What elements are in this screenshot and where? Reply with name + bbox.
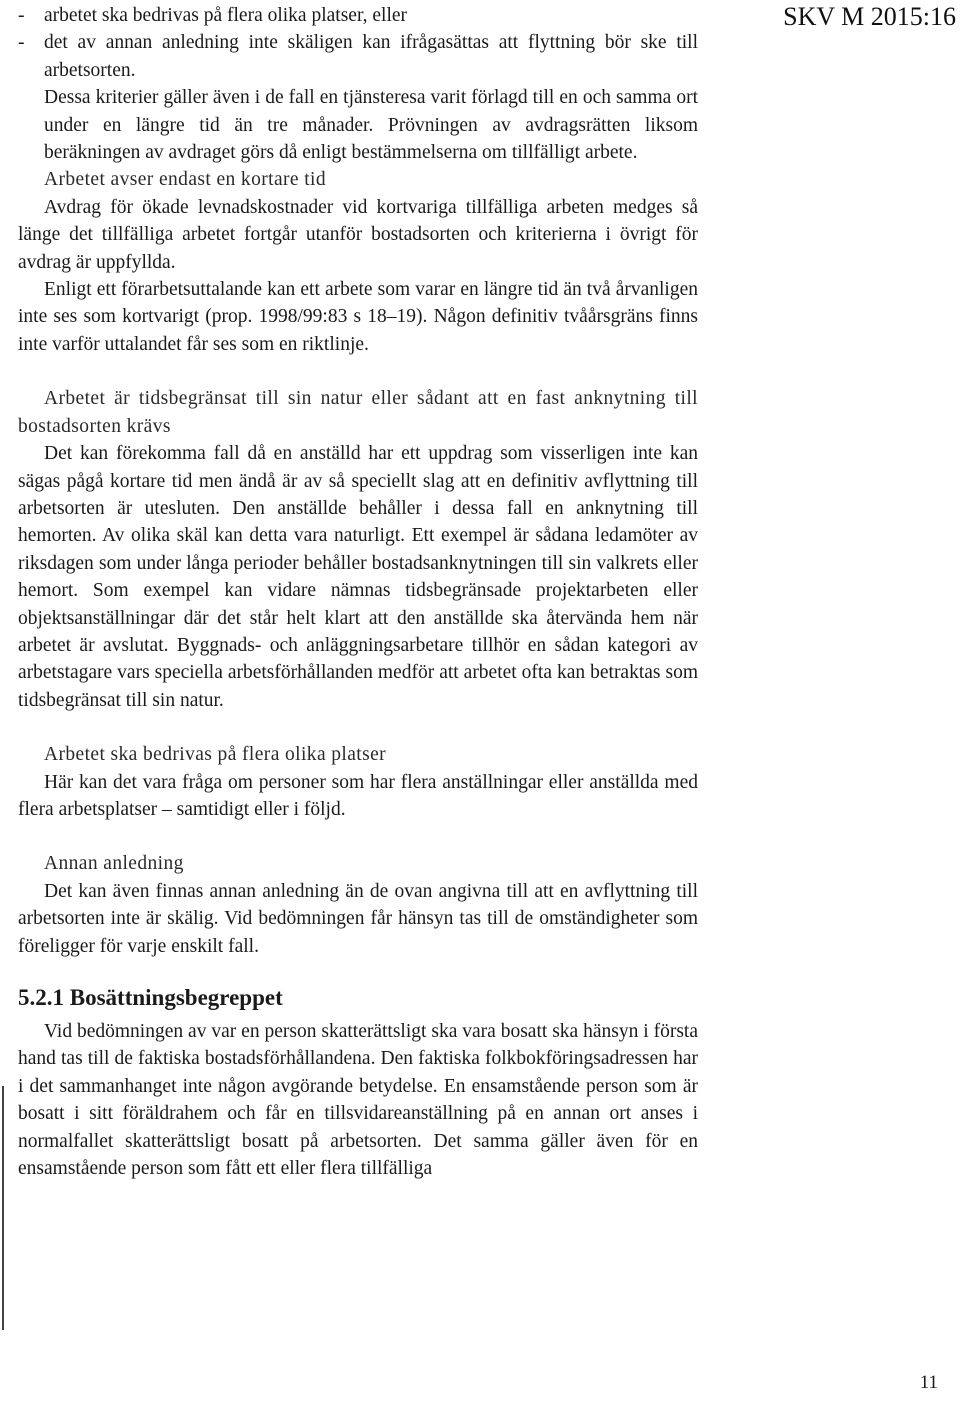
- spacer: [18, 714, 698, 741]
- section-paragraph: Det kan förekomma fall då en anställd har ett uppdrag som visserligen inte kan sägas pågå kortare tid men ändå är av så speciellt slag att en definitiv avflyttning till arbetsorten är utesluten. Den anställde behåller i dessa fall en anknytning till hemorten. Av olika skäl kan detta vara naturligt. Ett exempel är sådana ledamöter av riksdagen som under långa perioder behåller bostadsanknytningen till sin valkrets eller hemort. Som exempel kan vidare nämnas tidsbegränsade projektarbeten eller objektsanställningar där det står helt klart att den anställde ska återvända hem när arbetet är avslutat. Byggnads- och anläggningsarbetare tillhör en sådan kategori av arbetstagare vars speciella arbetsförhållanden medför att arbetet ofta kan betraktas som tidsbegränsat till sin natur.: [18, 443, 698, 711]
- section-paragraph: Här kan det vara fråga om personer som har flera anställningar eller anställda med flera arbetsplatser – samtidigt eller i följd.: [18, 771, 698, 820]
- page-number: 11: [919, 1372, 938, 1393]
- list-item: [18, 29, 698, 84]
- section-paragraph: Det kan även finnas annan anledning än de ovan angivna till att en avflyttning till arbetsorten inte är skälig. Vid bedömningen får hänsyn tas till de omständigheter som föreligger för varje enskilt fall.: [18, 880, 698, 957]
- intro-paragraph: Dessa kriterier gäller även i de fall en tjänsteresa varit förlagd till en och samma ort under en längre tid än tre månader. Prövningen av avdragsrätten liksom beräkningen av avdraget görs då enligt bestämmelserna om tillfälligt arbete.: [44, 87, 698, 164]
- section-heading-time-limited: Arbetet är tidsbegränsat till sin natur eller sådant att en fast anknytning till bostadsorten krävs: [18, 388, 698, 437]
- change-bar: [2, 1086, 4, 1330]
- section-heading-multiple-places: Arbetet ska bedrivas på flera olika platser: [44, 744, 387, 766]
- section-heading-short-time: Arbetet avser endast en kortare tid: [44, 169, 327, 191]
- spacer: [18, 960, 698, 982]
- list-item-text: det av annan anledning inte skäligen kan ifrågasättas att flyttning bör ske till arbetsorten.: [44, 32, 698, 81]
- section-paragraph: Vid bedömningen av var en person skatterättsligt ska vara bosatt ska hänsyn i första hand tas till de faktiska bostadsförhållandena. Den faktiska folkbokföringsadressen har i det sammanhanget inte någon avgörande betydelse. En ensamstående person som är bosatt i sitt föräldrahem och får en tillsvidareanställning på en annan ort anses i normalfallet skatterättsligt bosatt på arbetsorten. Det samma gäller även för en ensamstående person som fått ett eller flera tillfälliga: [18, 1021, 698, 1180]
- section-title-residence: 5.2.1 Bosättningsbegreppet: [18, 985, 283, 1010]
- list-item-text: arbetet ska bedrivas på flera olika platser, eller: [44, 5, 408, 26]
- document-code: SKV M 2015:16: [783, 2, 956, 31]
- section-heading-other-reason: Annan anledning: [44, 853, 184, 875]
- dash-bullet: -: [18, 5, 25, 26]
- spacer: [18, 358, 698, 385]
- list-item: [18, 2, 698, 29]
- dash-bullet: -: [18, 32, 25, 54]
- section-paragraph: Avdrag för ökade levnadskostnader vid kortvariga tillfälliga arbeten medges så länge det tillfälliga arbetet fortgår utanför bostadsorten och kriterierna i övrigt för avdrag är uppfyllda.: [18, 196, 698, 273]
- section-paragraph: Enligt ett förarbetsuttalande kan ett arbete som varar en längre tid än två årvanligen inte ses som kortvarigt (prop. 1998/99:83 s 18–19). Någon definitiv tvåårsgräns finns inte varför uttalandet får ses som en riktlinje.: [18, 279, 698, 355]
- spacer: [18, 823, 698, 850]
- page-body: [18, 2, 698, 1182]
